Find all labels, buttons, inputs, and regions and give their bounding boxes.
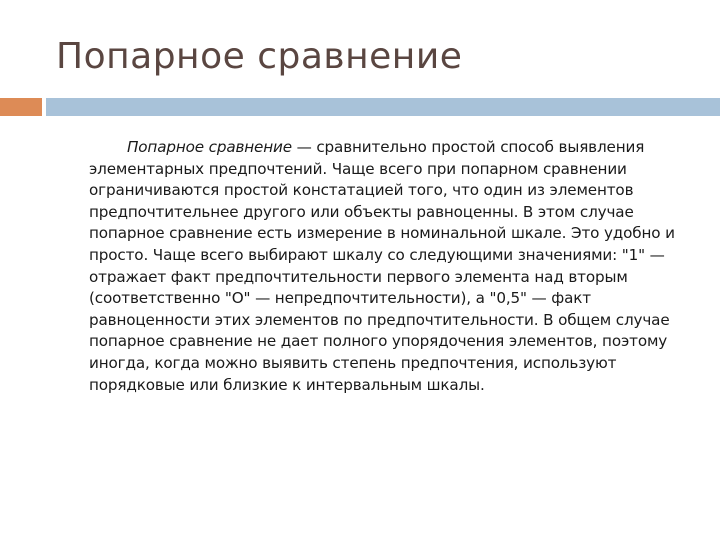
paragraph-text: — сравнительно простой способ выявления элементарных предпочтений. Чаще всего при попарном сравнении ограничиваются простой констатацией того, что один из элементов предпочтительнее другого или объекты равноценны. В этом случае попарное сравнение есть измерение в номинальной шкале. Это удобно и просто. Чаще всего выбирают шкалу со следующими значениями: "1" — отражает факт предпочтительности первого элемента над вторым (соответственно "О" — непредпочтительности), а "0,5" — факт равноценности этих элементов по предпочтительности. В общем случае попарное сравнение не дает полного упорядочения элементов, поэтому иногда, когда можно выявить степень предпочтения, используют порядковые или близкие к интервальным шкалы. <box>89 138 675 394</box>
title-divider-bar <box>46 98 720 116</box>
title-divider-accent <box>0 98 42 116</box>
slide-title: Попарное сравнение <box>56 36 463 77</box>
body-paragraph <box>89 137 689 396</box>
term-highlight: Попарное сравнение <box>127 138 292 156</box>
